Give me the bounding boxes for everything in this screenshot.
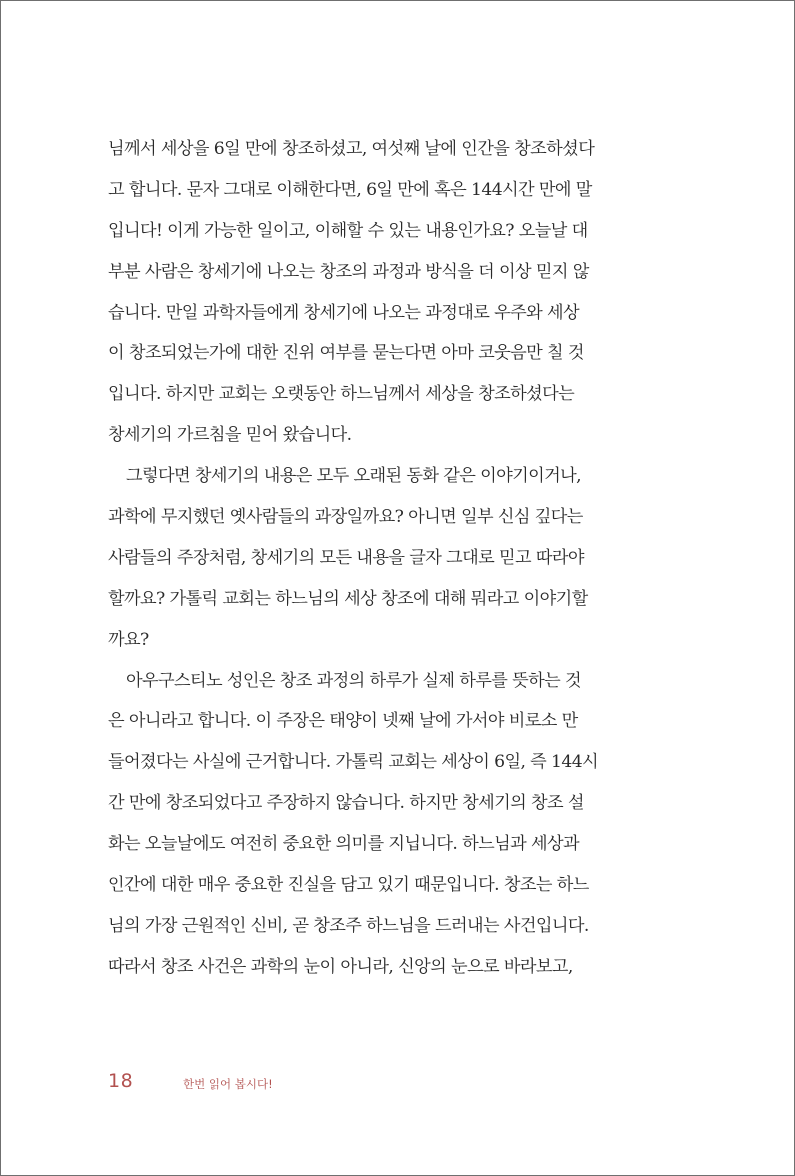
body-text [108,129,640,988]
page-number: 18 [108,1070,134,1092]
text-line: 입니다! 이게 가능한 일이고, 이해할 수 있는 내용인가요? 오늘날 대 [108,220,588,241]
paragraph-2 [108,456,640,660]
text-line: 창세기의 가르침을 믿어 왔습니다. [108,425,352,446]
text-line: 입니다. 하지만 교회는 오랫동안 하느님께서 세상을 창조하셨다는 [108,384,575,405]
page-footer [108,1068,628,1098]
text-line: 할까요? 가톨릭 교회는 하느님의 세상 창조에 대해 뭐라고 이야기할 [108,588,588,609]
text-line: 고 합니다. 문자 그대로 이해한다면, 6일 만에 혹은 144시간 만에 말 [108,179,592,200]
text-line: 님의 가장 근원적인 신비, 곧 창조주 하느님을 드러내는 사건입니다. [108,915,589,936]
text-line: 인간에 대한 매우 중요한 진실을 담고 있기 때문입니다. 창조는 하느 [108,875,589,896]
text-line: 화는 오늘날에도 여전히 중요한 의미를 지닙니다. 하느님과 세상과 [108,834,579,855]
running-title: 한번 읽어 봅시다! [183,1077,273,1091]
paragraph-3 [108,661,640,988]
text-line: 습니다. 만일 과학자들에게 창세기에 나오는 과정대로 우주와 세상 [108,302,579,323]
text-line: 사람들의 주장처럼, 창세기의 모든 내용을 글자 그대로 믿고 따라야 [108,547,584,568]
text-line: 그렇다면 창세기의 내용은 모두 오래된 동화 같은 이야기이거나, [126,466,581,487]
text-line: 이 창조되었는가에 대한 진위 여부를 묻는다면 아마 코웃음만 칠 것 [108,343,584,364]
text-line: 따라서 창조 사건은 과학의 눈이 아니라, 신앙의 눈으로 바라보고, [108,956,573,977]
text-line: 까요? [108,629,149,650]
text-line: 부분 사람은 창세기에 나오는 창조의 과정과 방식을 더 이상 믿지 않 [108,261,589,282]
text-line: 간 만에 창조되었다고 주장하지 않습니다. 하지만 창세기의 창조 설 [108,793,584,814]
text-line: 님께서 세상을 6일 만에 창조하셨고, 여섯째 날에 인간을 창조하셨다 [108,139,595,159]
text-line: 아우구스티노 성인은 창조 과정의 하루가 실제 하루를 뜻하는 것 [126,670,581,691]
paragraph-1 [108,129,640,456]
text-line: 들어졌다는 사실에 근거합니다. 가톨릭 교회는 세상이 6일, 즉 144시 [108,752,599,773]
text-line: 은 아니라고 합니다. 이 주장은 태양이 넷째 날에 가서야 비로소 만 [108,711,578,732]
text-line: 과학에 무지했던 옛사람들의 과장일까요? 아니면 일부 신심 깊다는 [108,507,583,528]
